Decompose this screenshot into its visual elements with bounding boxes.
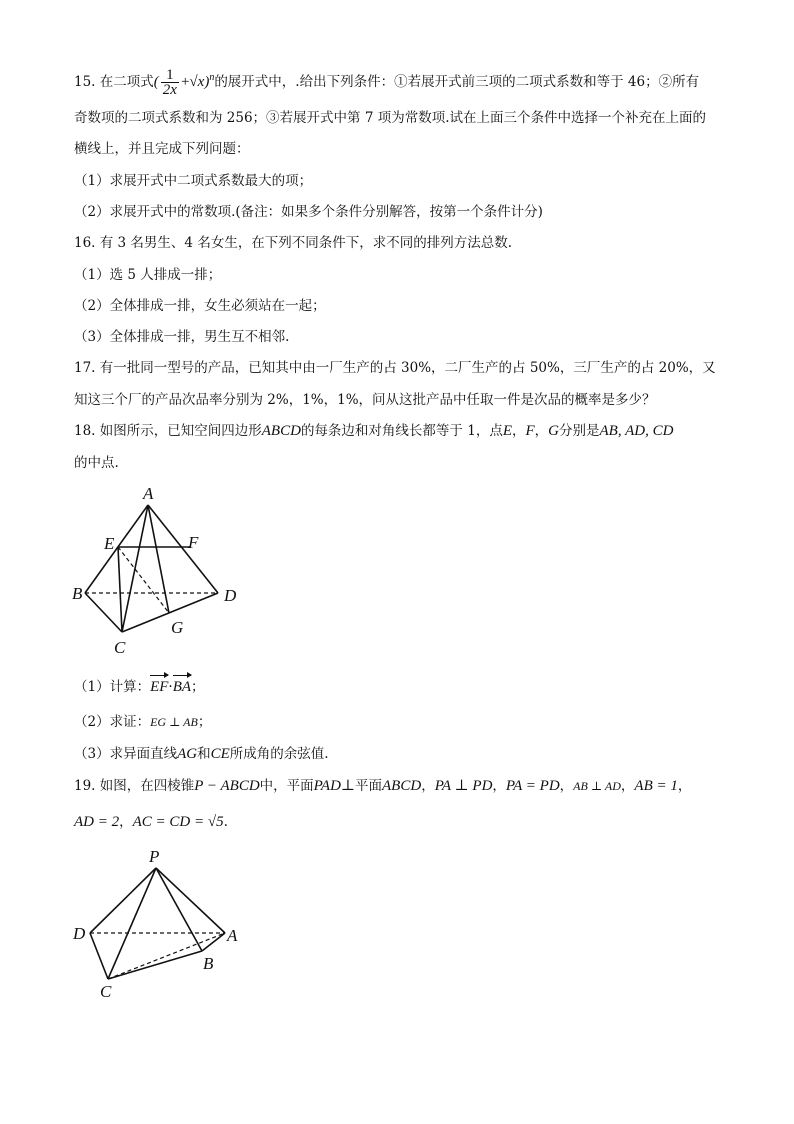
q18-part3-post: 所成角的余弦值.	[229, 746, 329, 762]
q15-line2: 奇数项的二项式系数和为 256；③若展开式中第 7 项为常数项.试在上面三个条件中选择一个补充在上面的	[74, 110, 707, 126]
label-a: A	[227, 926, 238, 945]
q19-text-a: 19. 如图，在四棱锥	[74, 778, 195, 794]
q15-sqrt: √x	[189, 74, 205, 90]
label-g: G	[171, 618, 184, 637]
q19-line2	[74, 812, 228, 832]
label-c: C	[114, 638, 126, 657]
q19-comma: ，	[620, 778, 635, 794]
q15-frac-den: 2x	[162, 82, 177, 99]
q16-line1: 16. 有 3 名男生、4 名女生，在下列不同条件下，求不同的排列方法总数.	[74, 235, 513, 251]
q18-point-f: F	[525, 423, 535, 439]
q15-fraction	[161, 68, 179, 97]
q19-pyramid-figure	[70, 845, 255, 1005]
q19-text-b: 中，平面	[259, 778, 314, 794]
q19-ac-cd: AC = CD = √5	[132, 814, 224, 830]
q16-part2: （2）全体排成一排，女生必须站在一起；	[74, 298, 326, 314]
label-p: P	[149, 847, 160, 866]
q19-comma: ，	[677, 778, 692, 794]
q19-ab-eq: AB = 1	[634, 778, 678, 794]
q19-abcd: ABCD	[382, 778, 422, 794]
q19-perp: ⊥	[340, 778, 356, 794]
q19-comma: ，	[421, 778, 435, 794]
q18-point-e: E	[502, 423, 512, 439]
q18-tetrahedron-figure	[70, 485, 260, 660]
q18-part2	[74, 712, 211, 732]
q18-abcd: ABCD	[261, 423, 301, 439]
q19-comma: ，	[559, 778, 574, 794]
q18-part1-post: ；	[191, 679, 205, 695]
q18-segments: AB, AD, CD	[599, 423, 674, 439]
q18-line2: 的中点.	[74, 455, 119, 471]
q16-part3: （3）全体排成一排，男生互不相邻.	[74, 329, 290, 345]
q18-and: 和	[197, 746, 211, 762]
q19-line1	[74, 776, 691, 796]
q15-line1	[74, 68, 699, 97]
q18-text-c: 分别是	[559, 423, 600, 439]
q19-comma: ，	[119, 814, 133, 830]
q18-ag: AG	[177, 746, 198, 762]
q15-number: 15.	[74, 74, 96, 90]
q19-ab-perp-ad: AB ⊥ AD	[573, 779, 621, 793]
q18-part1-pre: （1）计算：	[74, 679, 151, 695]
q18-part2-math: EG ⊥ AB	[150, 715, 198, 729]
q19-pa-perp-pd: PA ⊥ PD	[434, 778, 493, 794]
q15-text-pre: 在二项式	[99, 74, 154, 90]
q19-pyramid: P − ABCD	[194, 778, 260, 794]
q19-end: .	[223, 814, 228, 830]
q19-ad-eq: AD = 2	[74, 814, 120, 830]
q18-dot: ·	[168, 679, 173, 695]
q18-part1	[74, 677, 205, 697]
q18-text-b: 的每条边和对角线长都等于 1，点	[300, 423, 503, 439]
q18-comma: ，	[512, 423, 526, 439]
label-d: D	[73, 924, 86, 943]
q18-part2-post: ；	[197, 714, 212, 730]
q18-part2-pre: （2）求证：	[74, 714, 151, 730]
label-c: C	[100, 982, 112, 1001]
q18-comma: ，	[534, 423, 549, 439]
q18-part3	[74, 744, 329, 764]
q18-text-a: 18. 如图所示，已知空间四边形	[74, 423, 262, 439]
q19-pad: PAD	[313, 778, 341, 794]
q16-part1: （1）选 5 人排成一排；	[74, 267, 222, 283]
q19-comma: ，	[492, 778, 506, 794]
q15-binomial: ( $\frac{1}{2x}$ +√x)$^n$	[153, 67, 215, 99]
q17-line1: 17. 有一批同一型号的产品，已知其中由一厂生产的占 30%，二厂生产的占 50%，三厂生产的占 20%，又	[74, 360, 716, 376]
q15-line3: 横线上，并且完成下列问题：	[74, 141, 250, 157]
q15-text-post: 的展开式中，.给出下列条件：①若展开式前三项的二项式系数和等于 46；②所有	[214, 74, 700, 90]
label-f: F	[188, 533, 199, 552]
label-b: B	[203, 954, 214, 973]
label-b: B	[72, 584, 83, 603]
q15-plus: +	[180, 74, 190, 90]
q19-pa-eq-pd: PA = PD	[505, 778, 560, 794]
q18-point-g: G	[548, 423, 560, 439]
q19-text-c: 平面	[355, 778, 383, 794]
label-a: A	[143, 485, 154, 503]
q18-ce: CE	[210, 746, 230, 762]
label-d: D	[224, 586, 237, 605]
q15-part1: （1）求展开式中二项式系数最大的项；	[74, 173, 313, 189]
q18-part3-pre: （3）求异面直线	[74, 746, 178, 762]
q15-power: n	[209, 72, 215, 83]
q17-line2: 知这三个厂的产品次品率分别为 2%，1%，1%，问从这批产品中任取一件是次品的概率是多少？	[74, 392, 656, 408]
q18-line1	[74, 421, 673, 441]
q18-vector-ba: BA	[172, 679, 192, 695]
q15-frac-num: 1	[161, 68, 179, 83]
q15-part2: （2）求展开式中的常数项.(备注：如果多个条件分别解答，按第一个条件计分)	[74, 204, 543, 220]
label-e: E	[104, 534, 115, 553]
q18-vector-ef: EF	[150, 679, 169, 695]
